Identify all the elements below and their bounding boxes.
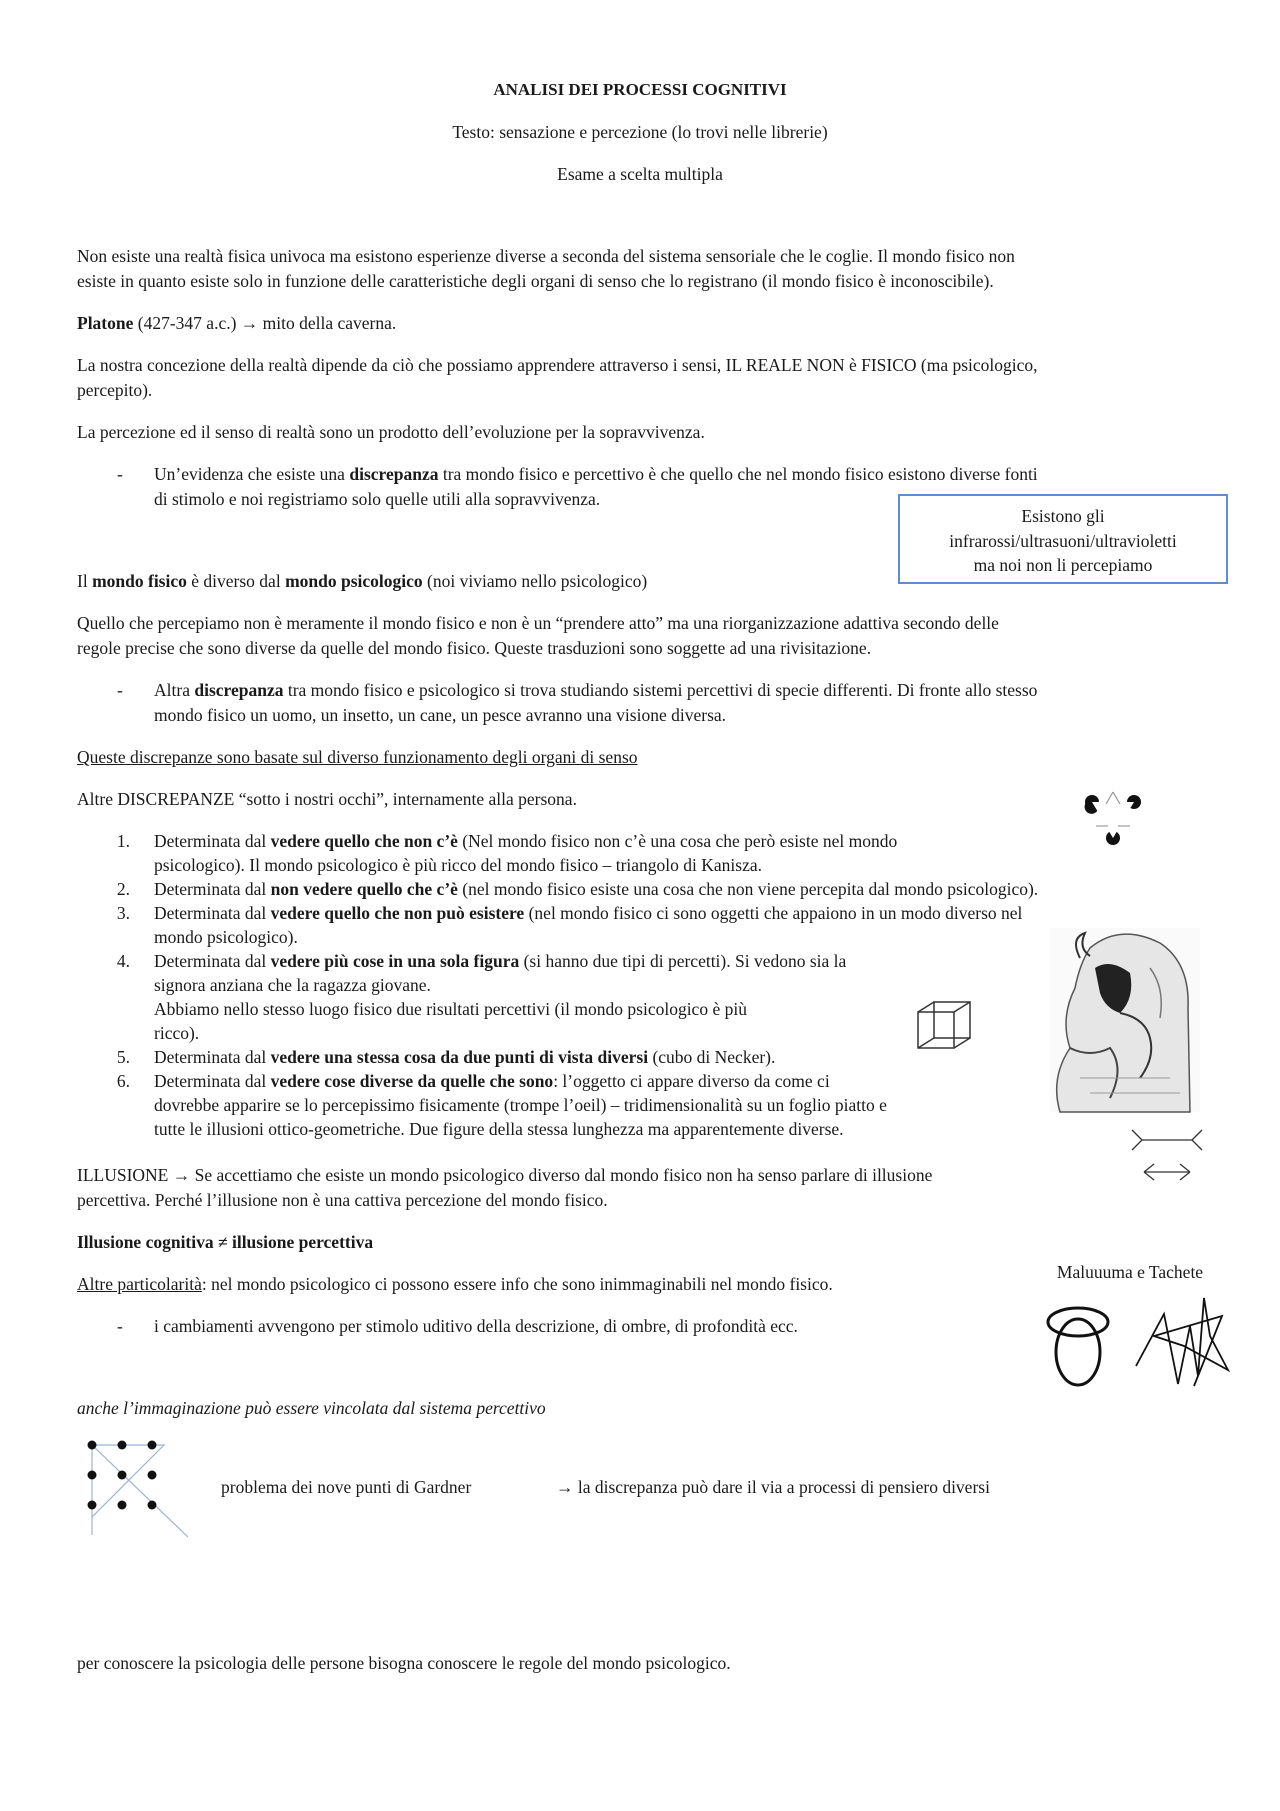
bold-span: vedere quello che non c’è <box>270 831 458 851</box>
bullet-2-line-2: mondo fisico un uomo, un insetto, un cane, un pesce avranno una visione diversa. <box>154 705 727 725</box>
bold-span: mondo psicologico <box>285 571 423 591</box>
box-line-2: infrarossi/ultrasuoni/ultravioletti <box>949 530 1177 551</box>
box-line-3: ma noi non li percepiamo <box>973 555 1153 575</box>
text-span: Il <box>77 571 93 591</box>
list-item-6-line-2: dovrebbe apparire se lo percepissimo fisicamente (trompe l’oeil) – tridimensionalità su un foglio piatto e <box>154 1095 887 1115</box>
immaginazione-note: anche l’immaginazione può essere vincolata dal sistema percettivo <box>77 1398 546 1418</box>
old-young-woman-illusion <box>1050 928 1200 1112</box>
list-item-5 <box>154 1045 775 1070</box>
text-span: Determinata dal <box>154 951 271 971</box>
text-span: Un’evidenza che esiste una <box>154 464 350 484</box>
list-item-4-line-1 <box>154 949 846 974</box>
discrepanza-note: → la discrepanza può dare il via a processi di pensiero diversi <box>556 1477 990 1497</box>
altre-discrepanze: Altre DISCREPANZE “sotto i nostri occhi”, internamente alla persona. <box>77 789 577 809</box>
illusione-heading: Illusione cognitiva ≠ illusione percettiva <box>77 1232 374 1252</box>
list-number: 4. <box>116 951 130 971</box>
necker-cube-figure <box>916 1000 974 1050</box>
list-item-2 <box>154 877 1038 902</box>
bullet-dash: - <box>117 1316 123 1336</box>
list-item-4-line-2: signora anziana che la ragazza giovane. <box>154 975 431 995</box>
maluma-shape <box>1040 1300 1120 1390</box>
text-span: (cubo di Necker). <box>648 1047 776 1067</box>
text-span: (Nel mondo fisico non c’è una cosa che però esiste nel mondo <box>457 831 898 851</box>
platone-paragraph <box>77 311 396 336</box>
bold-span: non vedere quello che c’è <box>270 879 458 899</box>
list-number: 3. <box>116 903 130 923</box>
bullet-dash: - <box>117 464 123 484</box>
list-number: 5. <box>116 1047 130 1067</box>
list-item-6-line-1 <box>154 1069 830 1094</box>
text-reference: Testo: sensazione e percezione (lo trovi nelle librerie) <box>452 122 828 142</box>
reality-line-2: percepito). <box>77 380 153 400</box>
bold-span: discrepanza <box>194 680 284 700</box>
text-span: (nel mondo fisico ci sono oggetti che appaiono in un modo diverso nel <box>524 903 1023 923</box>
muller-lyer-figure <box>1130 1126 1204 1186</box>
intro-line-2: esiste in quanto esiste solo in funzione delle caratteristiche degli organi di senso che lo registrano (il mondo fisico è inconoscibile). <box>77 271 994 291</box>
exam-type: Esame a scelta multipla <box>557 164 723 184</box>
nine-dots-figure <box>84 1437 194 1537</box>
bold-span: vedere quello che non può esistere <box>270 903 525 923</box>
infrared-note-box <box>898 494 1228 584</box>
list-item-3-line-2: mondo psicologico). <box>154 927 298 947</box>
particolarita-paragraph <box>77 1272 833 1297</box>
text-span: Determinata dal <box>154 1071 271 1091</box>
mondo-paragraph <box>77 569 647 594</box>
list-number: 6. <box>116 1071 130 1091</box>
bold-span: mondo fisico <box>92 571 187 591</box>
text-span: Determinata dal <box>154 903 271 923</box>
underlined-span: Altre particolarità <box>77 1274 202 1294</box>
gardner-label: problema dei nove punti di Gardner <box>221 1477 472 1497</box>
list-number: 1. <box>116 831 130 851</box>
text-span: (noi viviamo nello psicologico) <box>422 571 648 591</box>
reorganization-line-1: Quello che percepiamo non è meramente il mondo fisico e non è un “prendere atto” ma una riorganizzazione adattiva secondo delle <box>77 613 999 633</box>
closing-line: per conoscere la psicologia delle persone bisogna conoscere le regole del mondo psicologico. <box>77 1653 731 1673</box>
text-span: Determinata dal <box>154 879 271 899</box>
box-line-1: Esistono gli <box>1021 506 1105 526</box>
text-span: Altra <box>154 680 195 700</box>
bold-span: discrepanza <box>349 464 439 484</box>
intro-line-1: Non esiste una realtà fisica univoca ma esistono esperienze diverse a seconda del sistema sensoriale che le coglie. Il mondo fisico non <box>77 246 1015 266</box>
text-span: (si hanno due tipi di percetti). Si vedono sia la <box>519 951 847 971</box>
bullet-2-line-1 <box>154 678 1037 703</box>
bullet-1-line-2: di stimolo e noi registriamo solo quelle utili alla sopravvivenza. <box>154 489 601 509</box>
bullet-1-line-1 <box>154 462 1038 487</box>
text-span: tra mondo fisico e psicologico si trova studiando sistemi percettivi di specie differenti. Di fronte allo stesso <box>283 680 1038 700</box>
list-item-6-line-3: tutte le illusioni ottico-geometriche. Due figure della stessa lunghezza ma apparentemente diverse. <box>154 1119 844 1139</box>
text-span: : nel mondo psicologico ci possono essere info che sono inimmaginabili nel mondo fisico. <box>201 1274 833 1294</box>
underlined-statement: Queste discrepanze sono basate sul diverso funzionamento degli organi di senso <box>77 747 638 767</box>
text-span: : l’oggetto ci appare diverso da come ci <box>553 1071 830 1091</box>
reality-line-1: La nostra concezione della realtà dipende da ciò che possiamo apprendere attraverso i sensi, IL REALE NON è FISICO (ma psicologico, <box>77 355 1038 375</box>
bullet-3: i cambiamenti avvengono per stimolo uditivo della descrizione, di ombre, di profondità ecc. <box>154 1316 798 1336</box>
evolution-paragraph: La percezione ed il senso di realtà sono un prodotto dell’evoluzione per la sopravvivenza. <box>77 422 705 442</box>
list-item-1-line-1 <box>154 829 897 854</box>
bold-span: vedere cose diverse da quelle che sono <box>270 1071 554 1091</box>
bold-span: vedere una stessa cosa da due punti di vista diversi <box>270 1047 649 1067</box>
list-number: 2. <box>116 879 130 899</box>
takete-shape <box>1134 1296 1230 1388</box>
text-span: è diverso dal <box>186 571 286 591</box>
text-span: tra mondo fisico e percettivo è che quello che nel mondo fisico esistono diverse fonti <box>438 464 1038 484</box>
list-item-4-line-3: Abbiamo nello stesso luogo fisico due risultati percettivi (il mondo psicologico è più <box>154 999 747 1019</box>
illusione-line-2: percettiva. Perché l’illusione non è una cattiva percezione del mondo fisico. <box>77 1190 608 1210</box>
platone-name: Platone <box>77 313 134 333</box>
text-span: Determinata dal <box>154 831 271 851</box>
platone-rest: (427-347 a.c.) → mito della caverna. <box>133 313 397 333</box>
text-span: Determinata dal <box>154 1047 271 1067</box>
text-span: (nel mondo fisico esiste una cosa che non viene percepita dal mondo psicologico). <box>457 879 1039 899</box>
illusione-line-1: ILLUSIONE → Se accettiamo che esiste un mondo psicologico diverso dal mondo fisico non ha senso parlare di illusione <box>77 1165 933 1185</box>
list-item-3-line-1 <box>154 901 1022 926</box>
reorganization-line-2: regole precise che sono diverse da quelle del mondo fisico. Queste trasduzioni sono soggette ad una rivisitazione. <box>77 638 872 658</box>
list-item-4-line-4: ricco). <box>154 1023 200 1043</box>
list-item-1-line-2: psicologico). Il mondo psicologico è più ricco del mondo fisico – triangolo di Kanisza. <box>154 855 762 875</box>
kanizsa-triangle-figure <box>1082 790 1144 850</box>
bullet-dash: - <box>117 680 123 700</box>
maluma-caption: Maluuuma e Tachete <box>1056 1262 1204 1282</box>
page-title: ANALISI DEI PROCESSI COGNITIVI <box>493 80 787 99</box>
bold-span: vedere più cose in una sola figura <box>270 951 520 971</box>
